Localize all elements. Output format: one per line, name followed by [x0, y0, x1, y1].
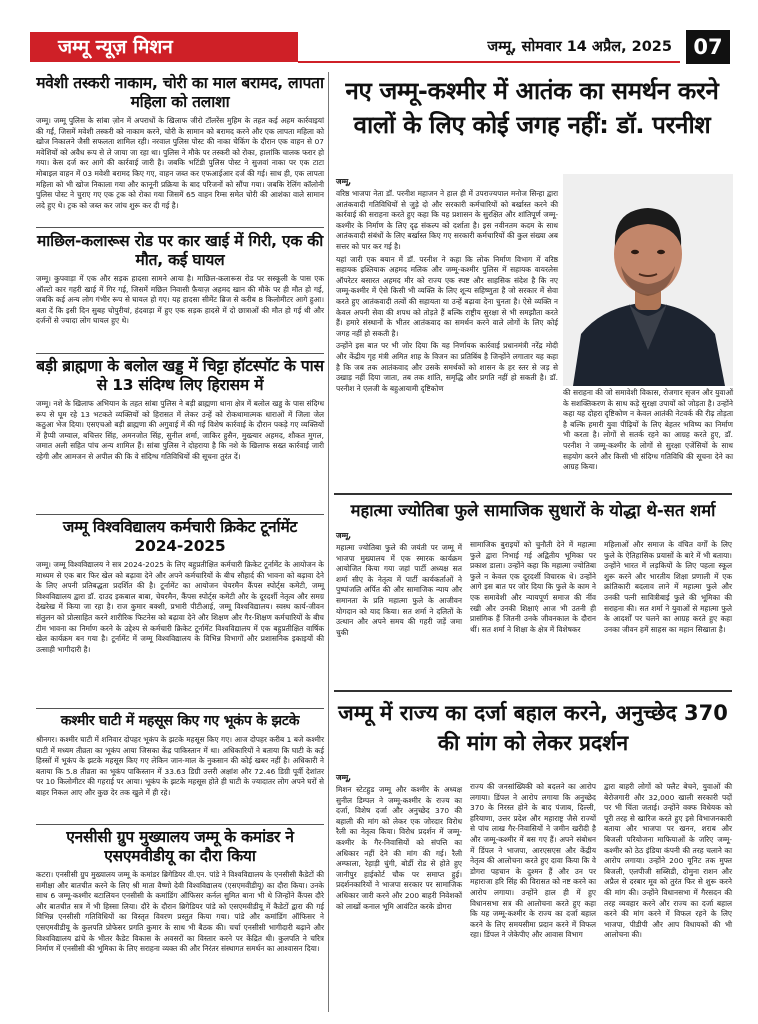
phule-column-1 — [336, 528, 462, 638]
article-cricket-tournament — [36, 518, 324, 655]
article-body: सामाजिक बुराइयों को चुनौती देने में महात्मा फुले द्वारा निभाई गई अद्वितीय भूमिका पर प्रकाश डाला। उन्होंने कहा कि महात्मा ज्योतिबा फुले न केवल एक दूरदर्शी विचारक थे। उन्होंने आगे इस बात पर जोर दिया कि फुले के काम ने एक समावेशी और न्यायपूर्ण समाज की नींव रखी और उनकी शिक्षाएं आज भी उतनी ही प्रासंगिक हैं जितनी उनके जीवनकाल के दौरान थीं। सत शर्मा ने शिक्षा के क्षेत्र में विशेषकर — [470, 540, 596, 634]
article-separator — [36, 708, 324, 709]
article-body: द्वारा बाहरी लोगों को फ्लैट बेचने, युवाओं की बेरोजगारी और 32,000 खाली सरकारी पदों पर भी चिंता जताई। उन्होंने वक्फ विधेयक को पूरी तरह से खारिज करते हुए इसे विभाजनकारी बताया और भाजपा पर खनन, शराब और बिजली परियोजना माफियाओं के जरिए जम्मू-कश्मीर को ठेठ इंडिया कंपनी की तरह चलाने का आरोप लगाया। उन्होंने 200 यूनिट तक मुफ्त बिजली, एलपीजी सब्सिडी, दोमुना राशन और अप्रैल से दरबार मूव को तुरंत फिर से शुरू करने की मांग की। उन्होंने विधानसभा में गैरसदन की तरह व्यवहार करने और राज्य का दर्जा बहाल करने की मांग करने में विफल रहने के लिए भाजपा, पीडीपी और आप विधायकों की भी आलोचना की। — [604, 782, 732, 940]
person-portrait-image — [563, 174, 733, 386]
lead-paragraph: वरिष्ठ भाजपा नेता डॉ. परनीश महाजन ने हाल ही में उपराज्यपाल मनोज सिन्हा द्वारा आतंकवादी गतिविधियों से जुड़े दो और सरकारी कर्मचारियों को बर्खास्त करने की कार्रवाई की सराहना करते हुए कहा कि यह प्रशासन के सुरक्षित और शांतिपूर्ण जम्मू-कश्मीर के निर्माण के लिए दृढ़ संकल्प को दर्शाता है। इस नवीनतम कदम के साथ आतंकवादी संबंधों के लिए बर्खास्त किए गए सरकारी कर्मचारियों की कुल संख्या अब सत्तर को पार कर गई है। — [336, 189, 558, 251]
article-ncc-visit — [36, 828, 324, 955]
article-separator — [36, 824, 324, 825]
article-body: श्रीनगर। कश्मीर घाटी में शनिवार दोपहर भूकंप के झटके महसूस किए गए। आज दोपहर करीब 1 बजे कश्मीर घाटी में मध्यम तीव्रता का भूकंप आया जिसका केंद्र पाकिस्तान में था। अधिकारियों ने बताया कि घाटी के कई हिस्सों में भूकंप के झटके महसूस किए गए लेकिन जान-माल के नुकसान की कोई खबर नहीं है। अधिकारी ने बताया कि 5.8 तीव्रता का भूकंप पाकिस्तान में 33.63 डिग्री उत्तरी अक्षांश और 72.46 डिग्री पूर्वी देशांतर पर 10 किलोमीटर की गहराई पर आया। भूकंप के झटके महसूस होते ही घाटी के ज्यादातर लोग अपने घरों से बाहर निकल आए और कुछ देर तक खुले में ही रहे। — [36, 735, 324, 797]
issue-date: जम्मू, सोमवार 14 अप्रैल, 2025 — [487, 39, 672, 55]
page-number: 07 — [686, 30, 730, 64]
lead-headline: नए जम्मू-कश्मीर में आतंक का समर्थन करने वालों के लिए कोई जगह नहीं: डॉ. परनीश — [345, 77, 719, 139]
article-body: राज्य की जनसांख्यिकी को बदलने का आरोप लगाया। डिंपल ने आरोप लगाया कि अनुच्छेद 370 के निरस्त होने के बाद पंजाब, दिल्ली, हरियाणा, उत्तर प्रदेश और महाराष्ट्र जैसे राज्यों से पांच लाख गैर-निवासियों ने जमीन खरीदी है और जम्मू-कश्मीर में बस गए हैं। अपने संबोधन में डिंपल ने भाजपा, आरएसएस और केंद्रीय नेतृत्व की आलोचना करते हुए दावा किया कि वे डोगरा पहचान के दुश्मन हैं और उन पर महाराजा हरि सिंह की विरासत को नष्ट करने का आरोप लगाया। उन्होंने हाल ही में हुए विधानसभा सत्र की आलोचना करते हुए कहा कि यह जम्मू-कश्मीर के राज्य का दर्जा बहाल करने के लिए समयसीमा प्रदान करने में विफल रहा। डिंपल ने जेकेपीए और आवास विभाग — [470, 782, 596, 940]
article-dateline: जम्मू, — [336, 177, 352, 186]
statehood-column-2 — [470, 782, 596, 941]
lead-paragraph: की सराहना की जो समावेशी विकास, रोजगार सृजन और युवाओं के सशक्तिकरण के साथ कड़े सुरक्षा उपायों को जोड़ता है। उन्होंने कहा यह दोहरा दृष्टिकोण न केवल आतंकी नेटवर्क की रीढ़ तोड़ता है बल्कि हमारी युवा पीढ़ियों के लिए बेहतर भविष्य का निर्माण भी करता है। लोगों से सतर्क रहने का आग्रह करते हुए, डॉ. परनीश ने जम्मू-कश्मीर के लोगों से सुरक्षा एजेंसियों के साथ सहयोग करने और किसी भी संदिग्ध गतिविधि की सूचना देने का आग्रह किया। — [563, 388, 733, 472]
statehood-column-1 — [336, 770, 462, 912]
article-drug-detentions — [36, 357, 324, 463]
article-cattle-smuggling — [36, 74, 324, 211]
article-separator — [334, 493, 732, 495]
article-dateline: जम्मू, — [336, 531, 352, 540]
article-body: कटरा। एनसीसी ग्रुप मुख्यालय जम्मू के कमांडर ब्रिगेडियर वी.एन. पांडे ने विश्वविद्यालय के एनसीसी कैडेटों की समीक्षा और बातचीत करने के लिए श्री माता वैष्णो देवी विश्वविद्यालय (एसएमवीडीयू) का दौरा किया। उनके साथ 6 जम्मू-कश्मीर बटालियन एनसीसी के कमांडिंग ऑफिसर कर्नल सुमित बाना भी थे जिन्होंने कैंपस दौरे और बातचीत सत्र में भी हिस्सा लिया। दौरे के दौरान ब्रिगेडियर पांडे को एसएमवीडीयू में कैडेटों द्वारा की गई विभिन्न एनसीसी गतिविधियों का विस्तृत विवरण प्रस्तुत किया गया। पांडे और कमांडिंग ऑफिसर ने एसएमवीडीयू के कुलपति प्रोफेसर प्रगति कुमार के साथ भी बैठक की। चर्चा एनसीसी भागीदारी बढ़ाने और विश्वविद्यालय ढांचे के भीतर कैडेट विकास के अवसरों का विस्तार करने पर केंद्रित थी। कुलपति ने चरित्र निर्माण में एनसीसी की भूमिका के लिए सराहना व्यक्त की और निरंतर संस्थागत समर्थन का आश्वासन दिया। — [36, 870, 324, 954]
phule-column-3 — [604, 540, 732, 635]
article-body: महात्मा ज्योतिबा फुले की जयंती पर जम्मू में भाजपा मुख्यालय में एक स्मारक कार्यक्रम आयोजित किया गया जहां पार्टी अध्यक्ष सत शर्मा सीए के नेतृत्व में पार्टी कार्यकर्ताओं ने पुष्पांजलि अर्पित की और सामाजिक न्याय और समानता के प्रति महात्मा फुले के आजीवन योगदान को याद किया। सत शर्मा ने दलितों के उत्थान और अपने समय की गहरी जड़ें जमा चुकी — [336, 543, 462, 637]
article-headline: मवेशी तस्करी नाकाम, चोरी का माल बरामद, लापता महिला को तलाशा — [36, 74, 324, 111]
lead-paragraph: उन्होंने इस बात पर भी जोर दिया कि यह निर्णायक कार्रवाई प्रधानमंत्री नरेंद्र मोदी और केंद्रीय गृह मंत्री अमित शाह के विजन का प्रतिबिंब है जिन्होंने लगातार यह कहा है कि जब तक आतंकवाद और उसके समर्थकों को शासन के हर स्तर से जड़ से उखाड़ नहीं दिया जाता, तब तक शांति, समृद्धि और प्रगति नहीं हो सकती है। डॉ. परनीश ने एलजी के बहुआयामी दृष्टिकोण — [336, 341, 558, 393]
column-divider — [328, 72, 329, 1012]
phule-headline: महात्मा ज्योतिबा फुले सामाजिक सुधारों के योद्धा थे-सत शर्मा — [350, 501, 716, 520]
article-body: महिलाओं और समाज के वंचित वर्गों के लिए फुले के ऐतिहासिक प्रयासों के बारे में भी बताया। उन्होंने भारत में लड़कियों के लिए पहला स्कूल शुरू करने और भारतीय शिक्षा प्रणाली में एक क्रांतिकारी बदलाव लाने में महात्मा फुले और उनकी पत्नी सावित्रीबाई फुले की भूमिका की सराहना की। सत शर्मा ने युवाओं से महात्मा फुले के आदर्शों पर चलने का आग्रह करते हुए कहा उनका जीवन हमें साहस का महान सिखाता है। — [604, 540, 732, 634]
article-earthquake — [36, 712, 324, 799]
statehood-headline: जम्मू में राज्य का दर्जा बहाल करने, अनुच्छेद 370 की मांग को लेकर प्रदर्शन — [338, 701, 728, 755]
lead-article-continuation — [563, 388, 733, 473]
article-body: जम्मू। जम्मू पुलिस के सांबा ज़ोन में अपराधों के खिलाफ जीरो टॉलरेंस मुहिम के तहत कई अहम कार्रवाइयां की गईं, जिसमें मवेशी तस्करी को नाकाम करने, चोरी के सामान को बरामद करने और एक लापता महिला को खोज निकालने जैसी सफलता शामिल रही। नरवाल पुलिस पोस्ट की नाका चेकिंग के दौरान एक वाहन से 07 मवेशियों को अवैध रूप से ले जाया जा रहा था। पुलिस ने मौके पर तस्करी को रोका, हालांकि चालक फरार हो गया। केस दर्ज कर आगे की कार्रवाई जारी है। जबकि भटिंडी पुलिस पोस्ट ने सुजवां नाका पर एक टाटा मोबाइल वाहन में 03 मवेशी बरामद किए गए, वाहन जब्त कर एफआईआर दर्ज की गई। साथ ही, एक लापता महिला को भी खोज निकाला गया और कानूनी प्रक्रिया के बाद परिजनों को सौंपा गया। जबकि रेलिंग कॉलोनी पुलिस पोस्ट ने चुराए गए एक ट्रक को रोका गया जिसमें 65 वाहन रिम्स समेत चोरी की आशंका वाले सामान लदे हुए थे। ट्रक को जब्त कर जांच शुरू कर दी गई है। — [36, 116, 324, 210]
article-body: जम्मू। जम्मू विश्वविद्यालय ने सत्र 2024-2025 के लिए बहुप्रतीक्षित कर्मचारी क्रिकेट टूर्नामेंट के आयोजन के माध्यम से एक बार फिर खेल को बढ़ावा देने और अपने कर्मचारियों के बीच सौहार्द की भावना को बढ़ावा देने के लिए अपनी प्रतिबद्धता प्रदर्शित की है। टूर्नामेंट का आयोजन चेयरमैन कैंपस स्पोर्ट्स कमेटी, जम्मू विश्वविद्यालय द्वारा डॉ. दाउद इकबाल बाबा, चेयरमैन, कैंपस स्पोर्ट्स कमेटी और के दूरदर्शी नेतृत्व और समग्र देखरेख में किया जा रहा है। राज कुमार बक्शी, प्रभारी पीटीआई, जम्मू विश्वविद्यालय। स्वस्थ कार्य-जीवन संतुलन को प्रोत्साहित करने शारीरिक फिटनेस को बढ़ावा देने और शिक्षण और गैर-शिक्षण कर्मचारियों के बीच टीम भावना का निर्माण करने के उद्देश्य से कर्मचारी क्रिकेट टूर्नामेंट विश्वविद्यालय में एक बहुप्रतीक्षित वार्षिक खेल कार्यक्रम बन गया है। टूर्नामेंट में जम्मू विश्वविद्यालय के विभिन्न विभागों और प्रशासनिक इकाइयों की उत्साही भागीदारी है। — [36, 560, 324, 654]
article-headline: कश्मीर घाटी में महसूस किए गए भूकंप के झटके — [60, 713, 300, 729]
article-headline: बड़ी ब्राह्मणा के बलोल खड्ड में चिट्टा हॉटस्पॉट के पास से 13 संदिग्ध लिए हिरासम में — [36, 357, 324, 394]
publication-name: जम्मू न्यूज़ मिशन — [30, 32, 298, 62]
masthead — [30, 30, 730, 64]
article-headline: एनसीसी ग्रुप मुख्यालय जम्मू के कमांडर ने एसएमवीडीयू का दौरा किया — [66, 828, 294, 865]
article-separator — [334, 690, 732, 692]
article-body: जम्मू। नशे के खिलाफ अभियान के तहत सांबा पुलिस ने बड़ी ब्राह्मणा थाना क्षेत्र में बलोल खड्ड के पास संदिग्ध रूप से घूम रहे 13 भटकते व्यक्तियों को हिरासत में लेकर उन्हें को रोकथामात्मक धाराओं में जिला जेल कठुआ भेज दिया। एसएचओ बड़ी ब्राह्मणा की अगुवाई में की गई विशेष कार्रवाई के दौरान पकड़े गए व्यक्तियों में हैप्पी जम्वाल, बचित्तर सिंह, अमनजोत सिंह, सुनील शर्मा, जाकिर हुसैन, मुख्त्यार अहमद, शौकत मुगल, जमात अली सहित पांच अन्य शामिल हैं। सांबा पुलिस ने दोहराया है कि नशे के खिलाफ सख्त कार्रवाई जारी रहेगी और आमजन से अपील की कि वे संदिग्ध गतिविधियों की सूचना तुरंत दें। — [36, 399, 324, 461]
lead-paragraph: यहां जारी एक बयान में डॉ. परनीश ने कहा कि लोक निर्माण विभाग में वरिष्ठ सहायक इश्तियाक अहमद मलिक और जम्मू-कश्मीर पुलिस में सहायक वायरलेस ऑपरेटर बसारत अहमद मीर को राज्य एक स्पष्ट और साहसिक संदेश है कि नए जम्मू-कश्मीर में ऐसे किसी भी व्यक्ति के लिए शून्य सहिष्णुता है जो सरकार में सेवा करते हुए आतंकवादी तत्वों की सहायता या उन्हें बढ़ावा देना चुनता है। ऐसे व्यक्ति न केवल अपनी सेवा की शपथ को तोड़ते हैं बल्कि राष्ट्रीय सुरक्षा से भी समझौता करते हैं। हमारे संस्थानों के भीतर आतंकवाद का समर्थन करने वाले लोगों के लिए कोई जगह नहीं हो सकती है। — [336, 254, 558, 338]
masthead-rule — [298, 61, 680, 63]
lead-article-column — [336, 174, 558, 394]
article-headline: माछिल-कलारूस रोड पर कार खाई में गिरी, एक की मौत, कई घायल — [36, 232, 324, 269]
article-car-accident — [36, 232, 324, 327]
article-separator — [36, 353, 324, 354]
article-separator — [36, 227, 324, 228]
article-headline: जम्मू विश्वविद्यालय कर्मचारी क्रिकेट टूर्नामेंट 2024-2025 — [62, 518, 298, 555]
phule-column-2 — [470, 540, 596, 635]
portrait-photo — [563, 174, 733, 386]
article-dateline: जम्मू, — [336, 773, 352, 782]
article-body: मिशन स्टेटहुड जम्मू और कश्मीर के अध्यक्ष सुनील डिम्पल ने जम्मू-कश्मीर के राज्य का दर्जा, विशेष दर्जा और अनुच्छेद 370 की बहाली की मांग को लेकर एक जोरदार विरोध रैली का नेतृत्व किया। विरोध प्रदर्शन में जम्मू-कश्मीर के गैर-निवासियों को संपत्ति का अधिकार नहीं देने की मांग की गई। रैली अम्फाला, रेहाड़ी चुंगी, बोर्डी रोड से होते हुए जानीपुर हाईकोर्ट चौक पर समाप्त हुई। प्रदर्शनकारियों ने भाजपा सरकार पर सामाजिक अधिकार जारी करने और 200 बाहरी निवेशकों को लाखों कनाल भूमि आवंटित करके डोगरा — [336, 785, 462, 911]
article-body: जम्मू। कुपवाड़ा में एक और सड़क हादसा सामने आया है। माछिल-कलारूस रोड पर सस्कूली के पास एक ऑल्टो कार गहरी खाई में गिर गई, जिसमें मछिल निवासी फ़ैयाज़ अहमद खान की मौके पर ही मौत हो गई, जबकि कई अन्य लोग गंभीर रूप से घायल हो गए। यह हादसा सीमेंट ब्रिज से करीब 8 किलोमीटर आगे हुआ। बता दें कि इसी दिन सुबह चोपुरीयां, हंदवाड़ा में हुए एक सड़क हादसे में दो छात्राओं की मौत हो गई थी और दर्जनों से ज्यादा लोग घायल हुए थे। — [36, 274, 324, 326]
article-separator — [36, 514, 324, 515]
statehood-column-3 — [604, 782, 732, 941]
